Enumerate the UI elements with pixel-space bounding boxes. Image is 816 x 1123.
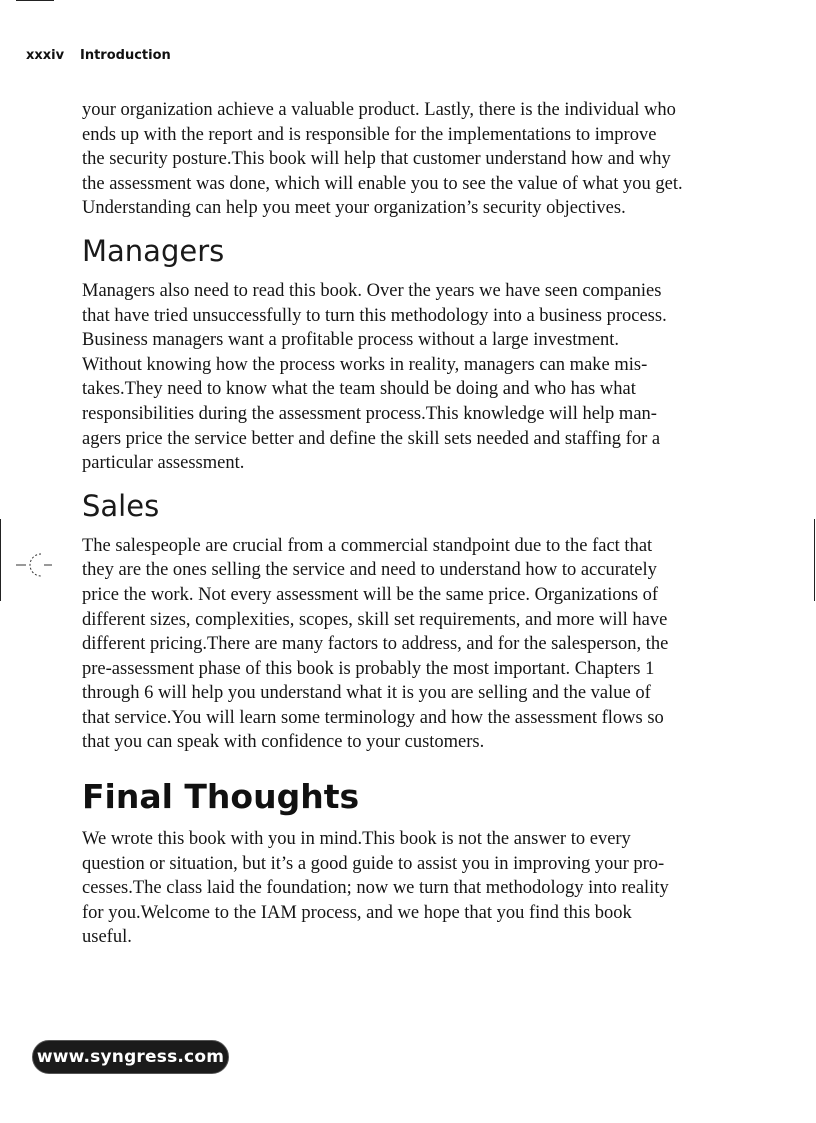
left-margin-rule	[0, 519, 1, 601]
section-title: Introduction	[80, 48, 171, 63]
registration-mark-icon	[14, 548, 54, 582]
right-margin-rule	[814, 519, 815, 601]
final-thoughts-paragraph: We wrote this book with you in mind.This book is not the answer to every question or situation, but it’s a good guide to assist you in improving your pro- cesses.The class laid the foundation; now we turn that methodology into reality for you.Welcome to the IAM process, and we hope that you find this book useful.	[82, 829, 669, 948]
running-head	[26, 48, 171, 63]
page-number: xxxiv	[26, 48, 65, 63]
top-crop-rule	[16, 0, 54, 1]
managers-heading: Managers	[82, 233, 225, 268]
page-body	[82, 98, 722, 950]
intro-paragraph: your organization achieve a valuable product. Lastly, there is the individual who ends up with the report and is responsible for the implementations to improve the security posture.This book will help that customer understand how and why the assessment was done, which will enable you to see the value of what you get. Understanding can help you meet your organization’s security objectives.	[82, 100, 683, 219]
website-badge	[32, 1040, 229, 1074]
website-url: www.syngress.com	[36, 1047, 225, 1067]
managers-paragraph: Managers also need to read this book. Over the years we have seen companies that have tried unsuccessfully to turn this methodology into a business process. Business managers want a profitable process without a large investment. Without knowing how the process works in reality, managers can make mis- takes.They need to know what the team should be doing and who has what responsibilities during the assessment process.This knowledge will help man- agers price the service better and define the skill sets needed and staffing for a particular assessment.	[82, 280, 667, 474]
final-thoughts-heading: Final Thoughts	[82, 777, 360, 817]
sales-paragraph: The salespeople are crucial from a commercial standpoint due to the fact that they are the ones selling the service and need to understand how to accurately price the work. Not every assessment will be the same price. Organizations of different sizes, complexities, scopes, skill set requirements, and more will have different pricing.There are many factors to address, and for the salesperson, the pre-assessment phase of this book is probably the most important. Chapters 1 through 6 will help you understand what it is you are selling and the value of that service.You will learn some terminology and how the assessment flows so that you can speak with confidence to your customers.	[82, 535, 669, 753]
sales-heading: Sales	[82, 488, 160, 523]
